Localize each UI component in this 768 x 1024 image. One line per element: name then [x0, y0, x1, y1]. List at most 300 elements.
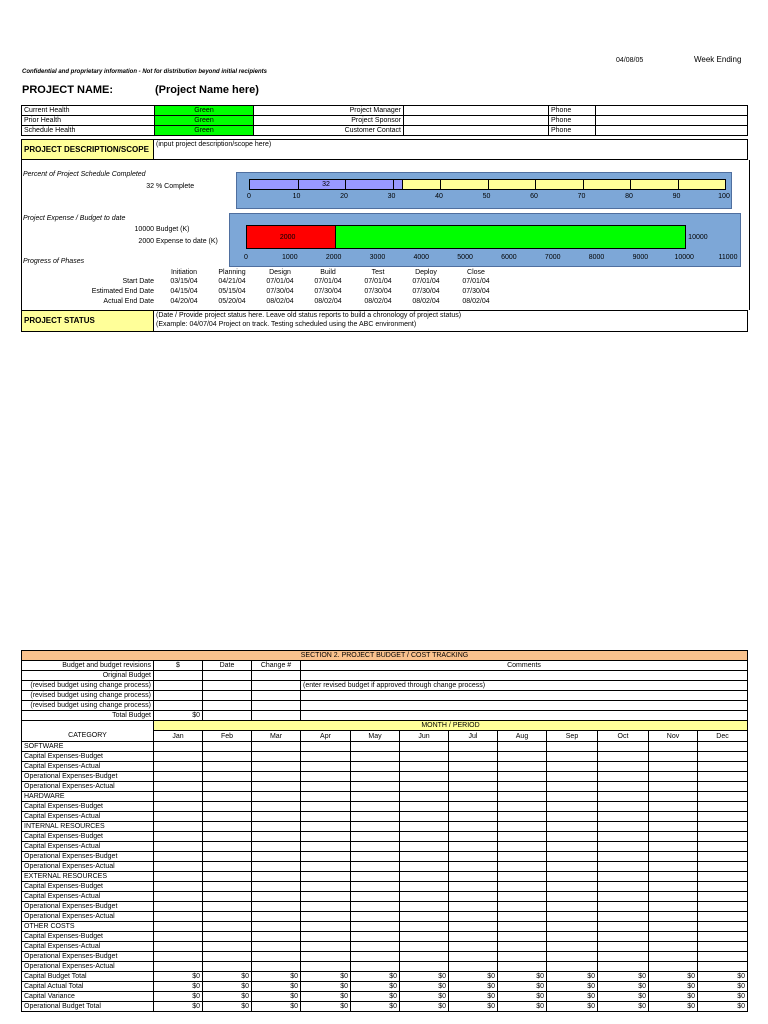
- month-cell[interactable]: [400, 952, 449, 962]
- revision-comment[interactable]: [301, 691, 748, 701]
- month-cell[interactable]: [400, 912, 449, 922]
- month-cell[interactable]: [649, 932, 698, 942]
- month-cell[interactable]: [203, 912, 252, 922]
- month-cell[interactable]: [203, 922, 252, 932]
- month-cell[interactable]: [698, 852, 748, 862]
- phase-date[interactable]: 07/01/04: [364, 278, 392, 285]
- month-cell[interactable]: [154, 802, 203, 812]
- month-cell[interactable]: [449, 922, 498, 932]
- month-cell[interactable]: [547, 862, 598, 872]
- month-cell[interactable]: [649, 742, 698, 752]
- month-cell[interactable]: [547, 892, 598, 902]
- month-cell[interactable]: [301, 822, 351, 832]
- month-cell[interactable]: [698, 872, 748, 882]
- month-cell[interactable]: [301, 832, 351, 842]
- month-cell[interactable]: [203, 942, 252, 952]
- revision-change-number[interactable]: [252, 701, 301, 711]
- month-cell[interactable]: [301, 882, 351, 892]
- month-cell[interactable]: [498, 912, 547, 922]
- month-cell[interactable]: [649, 812, 698, 822]
- month-cell[interactable]: [203, 842, 252, 852]
- month-cell[interactable]: [498, 852, 547, 862]
- month-cell[interactable]: [547, 942, 598, 952]
- phase-date[interactable]: 07/30/04: [462, 288, 490, 295]
- month-cell[interactable]: [449, 862, 498, 872]
- phase-date[interactable]: 08/02/04: [314, 298, 342, 305]
- month-cell[interactable]: [252, 752, 301, 762]
- month-cell[interactable]: [301, 932, 351, 942]
- month-cell[interactable]: [351, 832, 400, 842]
- month-cell[interactable]: [498, 782, 547, 792]
- month-cell[interactable]: [598, 802, 649, 812]
- month-cell[interactable]: [449, 872, 498, 882]
- month-cell[interactable]: [698, 922, 748, 932]
- phone-value[interactable]: [596, 106, 748, 116]
- revision-date[interactable]: [203, 701, 252, 711]
- month-cell[interactable]: [698, 772, 748, 782]
- revision-change-number[interactable]: [252, 691, 301, 701]
- month-cell[interactable]: [649, 942, 698, 952]
- month-cell[interactable]: [649, 802, 698, 812]
- month-cell[interactable]: [351, 872, 400, 882]
- month-cell[interactable]: [252, 882, 301, 892]
- month-cell[interactable]: [498, 752, 547, 762]
- month-cell[interactable]: [154, 792, 203, 802]
- month-cell[interactable]: [649, 822, 698, 832]
- month-cell[interactable]: [252, 942, 301, 952]
- month-cell[interactable]: [449, 902, 498, 912]
- month-cell[interactable]: [301, 802, 351, 812]
- month-cell[interactable]: [400, 782, 449, 792]
- month-cell[interactable]: [400, 752, 449, 762]
- month-cell[interactable]: [351, 862, 400, 872]
- month-cell[interactable]: [252, 952, 301, 962]
- month-cell[interactable]: [698, 842, 748, 852]
- health-status[interactable]: Green: [155, 106, 254, 116]
- month-cell[interactable]: [498, 872, 547, 882]
- month-cell[interactable]: [203, 862, 252, 872]
- month-cell[interactable]: [547, 832, 598, 842]
- month-cell[interactable]: [498, 902, 547, 912]
- month-cell[interactable]: [203, 812, 252, 822]
- month-cell[interactable]: [203, 882, 252, 892]
- month-cell[interactable]: [598, 832, 649, 842]
- month-cell[interactable]: [449, 912, 498, 922]
- month-cell[interactable]: [400, 892, 449, 902]
- phase-date[interactable]: 05/20/04: [218, 298, 246, 305]
- month-cell[interactable]: [154, 952, 203, 962]
- month-cell[interactable]: [400, 762, 449, 772]
- month-cell[interactable]: [449, 932, 498, 942]
- month-cell[interactable]: [351, 782, 400, 792]
- month-cell[interactable]: [547, 812, 598, 822]
- month-cell[interactable]: [351, 932, 400, 942]
- month-cell[interactable]: [498, 942, 547, 952]
- month-cell[interactable]: [698, 782, 748, 792]
- month-cell[interactable]: [351, 962, 400, 972]
- month-cell[interactable]: [400, 852, 449, 862]
- month-cell[interactable]: [203, 802, 252, 812]
- month-cell[interactable]: [351, 792, 400, 802]
- month-cell[interactable]: [598, 962, 649, 972]
- month-cell[interactable]: [698, 812, 748, 822]
- month-cell[interactable]: [547, 822, 598, 832]
- month-cell[interactable]: [203, 892, 252, 902]
- month-cell[interactable]: [301, 782, 351, 792]
- month-cell[interactable]: [547, 742, 598, 752]
- month-cell[interactable]: [203, 902, 252, 912]
- health-status[interactable]: Green: [155, 126, 254, 136]
- month-cell[interactable]: [154, 892, 203, 902]
- month-cell[interactable]: [449, 852, 498, 862]
- month-cell[interactable]: [301, 902, 351, 912]
- month-cell[interactable]: [698, 822, 748, 832]
- month-cell[interactable]: [649, 912, 698, 922]
- month-cell[interactable]: [498, 742, 547, 752]
- month-cell[interactable]: [598, 782, 649, 792]
- month-cell[interactable]: [154, 862, 203, 872]
- month-cell[interactable]: [252, 792, 301, 802]
- phase-date[interactable]: 08/02/04: [364, 298, 392, 305]
- month-cell[interactable]: [498, 962, 547, 972]
- month-cell[interactable]: [449, 962, 498, 972]
- month-cell[interactable]: [203, 832, 252, 842]
- month-cell[interactable]: [252, 842, 301, 852]
- revision-date[interactable]: [203, 671, 252, 681]
- month-cell[interactable]: [301, 742, 351, 752]
- health-status[interactable]: Green: [155, 116, 254, 126]
- month-cell[interactable]: [301, 772, 351, 782]
- month-cell[interactable]: [400, 842, 449, 852]
- month-cell[interactable]: [449, 772, 498, 782]
- month-cell[interactable]: [203, 952, 252, 962]
- month-cell[interactable]: [498, 922, 547, 932]
- month-cell[interactable]: [351, 752, 400, 762]
- month-cell[interactable]: [154, 932, 203, 942]
- month-cell[interactable]: [449, 782, 498, 792]
- month-cell[interactable]: [598, 952, 649, 962]
- month-cell[interactable]: [449, 792, 498, 802]
- month-cell[interactable]: [252, 912, 301, 922]
- month-cell[interactable]: [400, 932, 449, 942]
- month-cell[interactable]: [351, 922, 400, 932]
- month-cell[interactable]: [649, 792, 698, 802]
- month-cell[interactable]: [498, 892, 547, 902]
- month-cell[interactable]: [301, 922, 351, 932]
- month-cell[interactable]: [301, 752, 351, 762]
- month-cell[interactable]: [598, 822, 649, 832]
- month-cell[interactable]: [498, 772, 547, 782]
- phase-date[interactable]: 04/15/04: [170, 288, 198, 295]
- month-cell[interactable]: [547, 852, 598, 862]
- month-cell[interactable]: [252, 902, 301, 912]
- month-cell[interactable]: [598, 942, 649, 952]
- month-cell[interactable]: [351, 852, 400, 862]
- month-cell[interactable]: [498, 882, 547, 892]
- month-cell[interactable]: [547, 932, 598, 942]
- revision-comment[interactable]: (enter revised budget if approved through change process): [301, 681, 748, 691]
- month-cell[interactable]: [351, 772, 400, 782]
- phone-value[interactable]: [596, 116, 748, 126]
- month-cell[interactable]: [598, 842, 649, 852]
- month-cell[interactable]: [351, 742, 400, 752]
- month-cell[interactable]: [498, 792, 547, 802]
- month-cell[interactable]: [252, 772, 301, 782]
- month-cell[interactable]: [649, 892, 698, 902]
- month-cell[interactable]: [154, 772, 203, 782]
- phase-date[interactable]: 08/02/04: [412, 298, 440, 305]
- revision-date[interactable]: [203, 681, 252, 691]
- revision-amount[interactable]: [154, 681, 203, 691]
- description-value[interactable]: (input project description/scope here): [154, 140, 748, 160]
- month-cell[interactable]: [649, 952, 698, 962]
- month-cell[interactable]: [154, 942, 203, 952]
- month-cell[interactable]: [547, 792, 598, 802]
- month-cell[interactable]: [498, 952, 547, 962]
- month-cell[interactable]: [598, 862, 649, 872]
- month-cell[interactable]: [649, 872, 698, 882]
- month-cell[interactable]: [301, 962, 351, 972]
- month-cell[interactable]: [649, 772, 698, 782]
- month-cell[interactable]: [598, 762, 649, 772]
- month-cell[interactable]: [598, 932, 649, 942]
- phase-date[interactable]: 07/01/04: [412, 278, 440, 285]
- month-cell[interactable]: [301, 762, 351, 772]
- month-cell[interactable]: [203, 792, 252, 802]
- month-cell[interactable]: [154, 752, 203, 762]
- revision-amount[interactable]: [154, 691, 203, 701]
- revision-amount[interactable]: [154, 701, 203, 711]
- month-cell[interactable]: [154, 872, 203, 882]
- month-cell[interactable]: [252, 852, 301, 862]
- phase-date[interactable]: 07/30/04: [412, 288, 440, 295]
- month-cell[interactable]: [698, 952, 748, 962]
- month-cell[interactable]: [400, 812, 449, 822]
- phase-date[interactable]: 04/21/04: [218, 278, 246, 285]
- contact-name[interactable]: [404, 106, 549, 116]
- phase-date[interactable]: 08/02/04: [266, 298, 294, 305]
- month-cell[interactable]: [301, 952, 351, 962]
- month-cell[interactable]: [649, 752, 698, 762]
- month-cell[interactable]: [449, 882, 498, 892]
- month-cell[interactable]: [400, 902, 449, 912]
- month-cell[interactable]: [498, 822, 547, 832]
- revision-amount[interactable]: [154, 671, 203, 681]
- month-cell[interactable]: [252, 762, 301, 772]
- month-cell[interactable]: [301, 852, 351, 862]
- month-cell[interactable]: [649, 782, 698, 792]
- month-cell[interactable]: [301, 812, 351, 822]
- month-cell[interactable]: [400, 872, 449, 882]
- month-cell[interactable]: [351, 842, 400, 852]
- month-cell[interactable]: [301, 842, 351, 852]
- month-cell[interactable]: [649, 852, 698, 862]
- month-cell[interactable]: [252, 862, 301, 872]
- month-cell[interactable]: [547, 912, 598, 922]
- revision-comment[interactable]: [301, 701, 748, 711]
- month-cell[interactable]: [649, 862, 698, 872]
- phase-date[interactable]: 05/15/04: [218, 288, 246, 295]
- month-cell[interactable]: [498, 832, 547, 842]
- month-cell[interactable]: [698, 902, 748, 912]
- month-cell[interactable]: [498, 802, 547, 812]
- month-cell[interactable]: [449, 752, 498, 762]
- month-cell[interactable]: [154, 962, 203, 972]
- month-cell[interactable]: [547, 952, 598, 962]
- month-cell[interactable]: [598, 742, 649, 752]
- month-cell[interactable]: [598, 882, 649, 892]
- month-cell[interactable]: [449, 822, 498, 832]
- month-cell[interactable]: [203, 752, 252, 762]
- contact-name[interactable]: [404, 126, 549, 136]
- month-cell[interactable]: [351, 942, 400, 952]
- status-text[interactable]: [154, 311, 748, 332]
- month-cell[interactable]: [649, 902, 698, 912]
- month-cell[interactable]: [301, 942, 351, 952]
- month-cell[interactable]: [400, 882, 449, 892]
- month-cell[interactable]: [547, 762, 598, 772]
- month-cell[interactable]: [252, 932, 301, 942]
- month-cell[interactable]: [351, 902, 400, 912]
- phase-date[interactable]: 07/01/04: [462, 278, 490, 285]
- month-cell[interactable]: [154, 822, 203, 832]
- month-cell[interactable]: [400, 862, 449, 872]
- month-cell[interactable]: [449, 832, 498, 842]
- month-cell[interactable]: [598, 772, 649, 782]
- month-cell[interactable]: [449, 802, 498, 812]
- month-cell[interactable]: [400, 802, 449, 812]
- phase-date[interactable]: 07/01/04: [314, 278, 342, 285]
- revision-comment[interactable]: [301, 671, 748, 681]
- month-cell[interactable]: [203, 872, 252, 882]
- month-cell[interactable]: [598, 902, 649, 912]
- month-cell[interactable]: [649, 762, 698, 772]
- revision-change-number[interactable]: [252, 681, 301, 691]
- month-cell[interactable]: [400, 822, 449, 832]
- month-cell[interactable]: [154, 812, 203, 822]
- month-cell[interactable]: [498, 812, 547, 822]
- revision-change-number[interactable]: [252, 671, 301, 681]
- month-cell[interactable]: [547, 902, 598, 912]
- month-cell[interactable]: [698, 932, 748, 942]
- month-cell[interactable]: [547, 782, 598, 792]
- month-cell[interactable]: [400, 772, 449, 782]
- month-cell[interactable]: [598, 922, 649, 932]
- month-cell[interactable]: [547, 922, 598, 932]
- month-cell[interactable]: [498, 762, 547, 772]
- month-cell[interactable]: [351, 882, 400, 892]
- month-cell[interactable]: [449, 942, 498, 952]
- month-cell[interactable]: [698, 802, 748, 812]
- month-cell[interactable]: [400, 942, 449, 952]
- month-cell[interactable]: [203, 932, 252, 942]
- month-cell[interactable]: [449, 742, 498, 752]
- month-cell[interactable]: [698, 892, 748, 902]
- month-cell[interactable]: [154, 922, 203, 932]
- month-cell[interactable]: [449, 842, 498, 852]
- month-cell[interactable]: [252, 892, 301, 902]
- month-cell[interactable]: [301, 862, 351, 872]
- month-cell[interactable]: [547, 772, 598, 782]
- month-cell[interactable]: [649, 842, 698, 852]
- month-cell[interactable]: [351, 912, 400, 922]
- month-cell[interactable]: [698, 912, 748, 922]
- phase-date[interactable]: 03/15/04: [170, 278, 198, 285]
- month-cell[interactable]: [252, 812, 301, 822]
- month-cell[interactable]: [698, 792, 748, 802]
- month-cell[interactable]: [203, 962, 252, 972]
- month-cell[interactable]: [154, 902, 203, 912]
- contact-name[interactable]: [404, 116, 549, 126]
- month-cell[interactable]: [598, 892, 649, 902]
- month-cell[interactable]: [698, 962, 748, 972]
- month-cell[interactable]: [698, 762, 748, 772]
- phase-date[interactable]: 04/20/04: [170, 298, 198, 305]
- month-cell[interactable]: [203, 852, 252, 862]
- phase-date[interactable]: 07/01/04: [266, 278, 294, 285]
- month-cell[interactable]: [351, 812, 400, 822]
- phase-date[interactable]: 07/30/04: [314, 288, 342, 295]
- phase-date[interactable]: 08/02/04: [462, 298, 490, 305]
- month-cell[interactable]: [252, 742, 301, 752]
- month-cell[interactable]: [598, 852, 649, 862]
- month-cell[interactable]: [252, 782, 301, 792]
- revision-date[interactable]: [203, 691, 252, 701]
- month-cell[interactable]: [449, 762, 498, 772]
- month-cell[interactable]: [351, 952, 400, 962]
- month-cell[interactable]: [547, 962, 598, 972]
- month-cell[interactable]: [252, 832, 301, 842]
- month-cell[interactable]: [598, 912, 649, 922]
- month-cell[interactable]: [154, 832, 203, 842]
- month-cell[interactable]: [154, 842, 203, 852]
- month-cell[interactable]: [649, 832, 698, 842]
- month-cell[interactable]: [547, 842, 598, 852]
- month-cell[interactable]: [154, 742, 203, 752]
- month-cell[interactable]: [154, 762, 203, 772]
- month-cell[interactable]: [547, 752, 598, 762]
- phone-value[interactable]: [596, 126, 748, 136]
- phase-date[interactable]: 07/30/04: [364, 288, 392, 295]
- month-cell[interactable]: [252, 872, 301, 882]
- month-cell[interactable]: [547, 872, 598, 882]
- month-cell[interactable]: [649, 962, 698, 972]
- month-cell[interactable]: [400, 922, 449, 932]
- month-cell[interactable]: [598, 872, 649, 882]
- month-cell[interactable]: [449, 892, 498, 902]
- month-cell[interactable]: [698, 882, 748, 892]
- month-cell[interactable]: [698, 742, 748, 752]
- month-cell[interactable]: [598, 792, 649, 802]
- month-cell[interactable]: [698, 752, 748, 762]
- month-cell[interactable]: [154, 782, 203, 792]
- month-cell[interactable]: [154, 852, 203, 862]
- month-cell[interactable]: [252, 802, 301, 812]
- month-cell[interactable]: [649, 922, 698, 932]
- month-cell[interactable]: [203, 742, 252, 752]
- month-cell[interactable]: [547, 802, 598, 812]
- month-cell[interactable]: [498, 842, 547, 852]
- month-cell[interactable]: [351, 822, 400, 832]
- month-cell[interactable]: [400, 792, 449, 802]
- month-cell[interactable]: [400, 742, 449, 752]
- month-cell[interactable]: [203, 782, 252, 792]
- month-cell[interactable]: [301, 912, 351, 922]
- phase-date[interactable]: 07/30/04: [266, 288, 294, 295]
- month-cell[interactable]: [649, 882, 698, 892]
- month-cell[interactable]: [351, 802, 400, 812]
- month-cell[interactable]: [252, 962, 301, 972]
